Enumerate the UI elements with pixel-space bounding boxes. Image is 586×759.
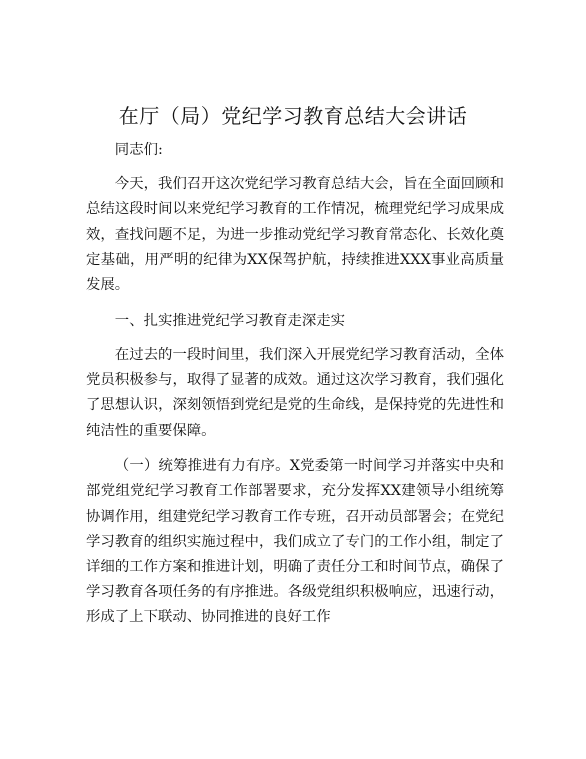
- section-heading-1: 一、扎实推进党纪学习教育走深走实: [114, 312, 346, 329]
- paragraph-coordination: （一）统筹推进有力有序。X党委第一时间学习并落实中央和部党组党纪学习教育工作部署要求，充分发挥XX建领导小组统筹协调作用，组建党纪学习教育工作专班，召开动员部署会；在党纪学习教育的组织实施过程中，我们成立了专门的工作小组，制定了详细的工作方案和推进计划，明确了责任分工和时间节点，确保了学习教育各项任务的有序推进。各级党组织积极响应，迅速行动，形成了上下联动、协同推进的良好工作: [86, 458, 504, 626]
- salutation: 同志们:: [114, 142, 163, 158]
- paragraph-opening: 今天，我们召开这次党纪学习教育总结大会，旨在全面回顾和总结这段时间以来党纪学习教育的工作情况，梳理党纪学习成果成效，查找问题不足，为进一步推动党纪学习教育常态化、长效化奠定基础，用严明的纪律为XX保驾护航，持续推进XXX事业高质量发展。: [86, 176, 504, 294]
- paragraph-achievements: 在过去的一段时间里，我们深入开展党纪学习教育活动，全体党员积极参与，取得了显著的成效。通过这次学习教育，我们强化了思想认识，深刻领悟到党纪是党的生命线，是保持党的先进性和纯洁性的重要保障。: [86, 346, 504, 439]
- document-body: [86, 138, 504, 641]
- document-title: 在厅（局）党纪学习教育总结大会讲话: [118, 104, 468, 128]
